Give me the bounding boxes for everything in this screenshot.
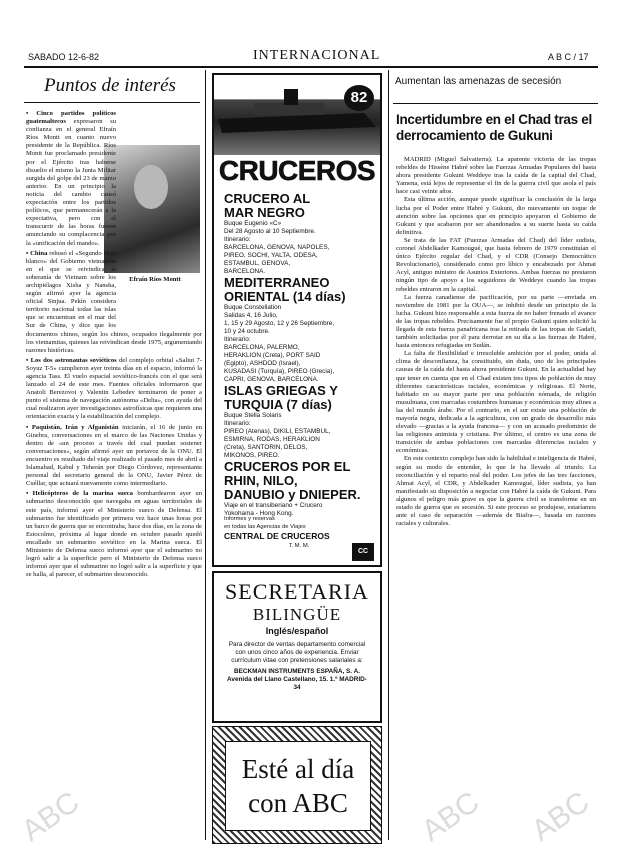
cruise-line: MIKONOS, PIREO. — [224, 452, 280, 459]
column-rule-left — [205, 70, 206, 840]
footer-line: en todas las Agencias de Viajes — [224, 524, 306, 530]
cruise-line: Buque Stella Solaris — [224, 412, 282, 419]
cruise-heading: ORIENTAL (14 días) — [224, 289, 346, 304]
article-body — [396, 156, 596, 840]
cruise-line: BARCELONA. — [224, 268, 266, 275]
cruise-line: BARCELONA, GENOVA, NAPOLES, — [224, 244, 330, 251]
cruise-line: HERAKLION (Creta), PORT SAID — [224, 352, 321, 359]
article-paragraph: La fuerza canadiense de pacificación, por su parte —enviada en noviembre de 1981 por la OUA—, se inhibió desde un principio de la lucha. Gukuni hizo responsable a esta fuerza de no haber frenado el avance de las tropas rebeldes. Precisamente fue el propio Gukuni quien solicitó la llegada de esta fuerza panafricana tras la retirada de las tropas de Gadafi, también solicitadas por él para derrotar en su día a las fuerzas de Habré, hasta entonces refugiadas en Sudán. — [396, 293, 596, 350]
footer-line: T. M. M. — [288, 543, 310, 549]
secretaria-body: Para director de ventas departamento comercial con unos cinco años de experiencia. Enviar currículum vitae con pretensiones salariales a: — [228, 641, 366, 664]
item-paragraph — [26, 357, 202, 422]
photo-caption: Efraín Ríos Montt — [129, 276, 181, 283]
cruise-line: Itinerario: — [224, 236, 251, 243]
header-date: SABADO 12-6-82 — [28, 52, 100, 62]
section-title: INTERNACIONAL — [253, 48, 381, 63]
abc-ad-line1: Esté al día — [241, 754, 355, 784]
cruise-heading: CRUCERO AL — [224, 191, 311, 206]
photo-float-space — [120, 144, 202, 322]
kicker-rule — [393, 103, 598, 104]
item-lead: • Cinco partidos políticos guatemaltecos — [26, 110, 116, 126]
cruise-line: ESMIRNA, RODAS, HERAKLION — [224, 436, 320, 443]
cruise-itinerary — [224, 192, 376, 518]
secretaria-ad — [212, 571, 382, 723]
cruise-heading: MAR NEGRO — [224, 205, 305, 220]
article-paragraph — [396, 156, 596, 196]
footer-brand: CENTRAL DE CRUCEROS — [224, 531, 330, 541]
cruise-line: PIREO (Atenas), DIKILI, ESTAMBUL, — [224, 428, 331, 435]
cruise-line: 10 y 24 octubre. — [224, 328, 270, 335]
item-paragraph — [26, 490, 202, 579]
item-text: bombardearon ayer un submarino desconocido que navegaba en aguas territoriales de este país, informó ayer el Ministerio sueco de Defensa. El submarino fue identificado por primera vez hace unas horas por un barco de guerra que se encontraba, hace dos días, en la zona de Estocolmo, próxima al lugar donde en octubre pasado quedó encallado un submarino soviético en la Marina sueca. El Ministerio de Defensa sueco informó ayer que el submarino no logró salir a la superficie pero el Ministerio de Defensa sueco informó ayer que el submarino no logró salir a la superficie y que se halla, al parecer, el submarino desconocido. — [26, 490, 202, 579]
watermark-stamp: ABC — [15, 785, 86, 848]
item-text: expresaron su confianza en el general Efraín Ríos Montt en cuanto nuevo presidente de la República. Ríos Montt fue proclamado presidente por el Ejército tras haberse disuelto el mismo la Junta Militar surgida del golpe del 23 de marzo anterior. En un principio la noticia del cambio causó expectación entre los partidos políticos, que permanecerán a la expectativa, pero con el transcurrir de las horas fueron anunciando su complacencia por la «unificación del mando». — [26, 118, 116, 247]
cruise-line: PIREO, SOCHI, YALTA, ODESA, — [224, 252, 318, 259]
article-headline: Incertidumbre en el Chad tras el derrocamiento de Gukuni — [396, 112, 592, 143]
item-paragraph — [26, 424, 202, 489]
item-text: iniciarán, el 16 de junio en Ginebra, conversaciones en el marco de las Naciones Unidas y dentro de «un proceso a través del cual puedan sostener conversaciones», según afirmó ayer un portavoz de la ONU. El encuentro es resultado del viaje realizado el pasado mes de abril a Islamabad, Kabul y Teherán por Diego Córdovez, representante personal del secretario general de la ONU, Javier Pérez de Cuéllar, que actuará nuevamente como intermediario. — [26, 423, 202, 488]
cruise-line: Viaje en el transiberiano + Crucero — [224, 502, 323, 509]
secretaria-lang: Inglés/español — [265, 626, 329, 636]
item-lead: • China — [26, 249, 48, 257]
cruise-line: ESTAMBUL, GENOVA, — [224, 260, 291, 267]
cruise-ad — [212, 73, 382, 567]
abc-ad — [212, 726, 382, 844]
article-dateline: MADRID (Miguel Salvatierra). — [404, 156, 493, 163]
cruise-line: CAPRI, GENOVA, BARCELONA. — [224, 376, 319, 383]
cruise-heading: RHIN, NILO, — [224, 473, 298, 488]
cruise-line: 1, 15 y 29 Agosto, 12 y 26 Septiembre, — [224, 320, 335, 327]
abc-ad-line2: con ABC — [248, 788, 348, 818]
cruise-line: Yokohama - Hong Kong. — [224, 510, 294, 517]
item-text: rehusó el «Segundo libro blanco» del Gobierno vietnamita en el que se reivindica la soberanía de Vietnam sobre los archipiélagos Xisha y Nansha, según afirmó ayer la agencia oficial Sinjua. Pekín considera territorio nacional todas las islas que se encuentran en el mar del Sur de China, y dice que los documentos chinos, según los chinos, ocupados ilegalmente por los vietnamitas, quienes las reivindican desde 1975, argumentando razones históricas. — [26, 249, 202, 354]
year-badge: 82 — [344, 85, 374, 111]
ship-illustration — [214, 75, 380, 155]
article-paragraph: En este contexto complejo han sido la habilidad e inteligencia de Habré, según su modo de entender, lo que le ha llevado al triunfo. La reconciliación y el reparto real del poder. Los jefes de las tres facciones, Ahmat Acyl, el CDR, y Abdelkader Kamougué, líder sudista, ya han manifestado su disposición a negociar con Habré la caída de Gukuni. Para algunos el peligro más grave es que la guerra civil se transforme en un estado de guerra que es secesión. Si este proceso se produjese, estaríamos ante el caso de separación —además de Biafra—, basada en razones raciales y culturales. — [396, 455, 596, 528]
footer-line: Informes y reservas — [224, 516, 275, 522]
cruise-heading: DANUBIO y DNIEPER. — [224, 487, 361, 502]
cruceros-title: CRUCEROS — [218, 155, 376, 186]
cruise-line: KUSADASI (Turquía), PIREO (Grecia), — [224, 368, 335, 375]
cruise-heading: CRUCEROS POR EL — [224, 459, 351, 474]
cruise-heading: MEDITERRANEO — [224, 275, 330, 290]
article-paragraph: La falta de flexibilidad e irresoluble ambición por el poder, unida al clima de desconfianza, ha constituido, sin duda, uno de los principales causas de la caída del hasta ahora presidente Gukuni. En la actualidad hay que tener en cuenta que en el Chad existen tres tipos de población de muy diferentes características raciales, económicas y religiosas. El Norte, habitado en su mayor parte por una población nómada, de religión musulmana, con marcadas costumbres humanas y económicas muy afines a las del mundo árabe. Por el contrario, en el sur existe una población de mayoría negra, dedicada a la agricultura, con un grado de desarrollo más elevado —gracias a la ayuda francesa— y con un acusado predominio de las religiones animista y cristiana. Por último, el centro es una zona de transición de ambas poblaciones con marcadas diferencias raciales y económicas. — [396, 350, 596, 455]
secretaria-subtitle: BILINGÜE — [252, 605, 342, 624]
watermark-stamp: ABC — [525, 785, 596, 848]
article-text: La aparente victoria de las tropas rebeldes de Hissène Habré sobre las Fuerzas Armadas Populares del hasta ahora presidente Gukuni Weddeye tras la caída de la capital del Chad, Yamena, está lejos de representar el fin de la guerra civil que asola el país hace casi veinte años. — [396, 156, 596, 196]
puntos-title: Puntos de interés — [44, 75, 176, 96]
watermark-stamp: ABC — [415, 785, 486, 848]
cruise-line: BARCELONA, PALERMO, — [224, 344, 300, 351]
page-number: A B C / 17 — [548, 52, 589, 62]
secretaria-title: SECRETARIA — [225, 579, 369, 604]
cruise-line: Buque Eugenio «C» — [224, 220, 282, 227]
cruise-line: (Egipto), ASHDOD (Israel), — [224, 360, 301, 367]
cruise-line: Itinerario: — [224, 420, 251, 427]
central-logo-icon: CC — [352, 543, 374, 561]
secretaria-address: Avenida del Llano Castellano, 15. 1.º MADRID-34 — [227, 676, 367, 691]
puntos-rule — [24, 102, 200, 103]
abc-ad-inner — [225, 741, 371, 831]
cruise-heading: TURQUIA (7 días) — [224, 397, 332, 412]
article-paragraph: Se trata de las FAT (Fuerzas Armadas del Chad) del líder sudista, coronel Abdelkader Kamougué, que hasta febrero de 1979 constituían el único Ejército regular del Chad, y el CDR (Consejo Democrático Revolucionario), considerado como pro líbico y encabezado por Ahmat Acyl, antiguo ministro de Asuntos Exteriores. Ambas fuerzas no prestaron ningún tipo de apoyo a los seguidores de Weddeye cuando las tropas rebeldes entraron en la capital. — [396, 236, 596, 293]
secretaria-company: BECKMAN INSTRUMENTS ESPAÑA, S. A. — [233, 668, 361, 675]
column-rule-right — [388, 70, 389, 840]
item-lead: • Paquistán, Irán y Afganistán — [26, 423, 119, 431]
puntos-column — [26, 110, 202, 840]
item-text: del complejo orbital «Saliut 7-Soyuz T-5» cumplieron ayer treinta días en el espacio, informó la agencia Tass. El vuelo espacial soviético-francés con el que será lanzado el 24 de este mes. Fuentes oficiales informaron que Anatoli Berezovoi y Valentin Lebedev terminaron de poner a punto el sistema de navegación autónoma «Delta», con ayuda del cual realizaron ayer investigaciones astrofísicas que requieren una orientación exacta y la estabilización del complejo. — [26, 356, 202, 421]
cruise-line: (Creta), SANTORIN, DELOS, — [224, 444, 308, 451]
cruise-line: Itinerario: — [224, 336, 251, 343]
header-rule — [24, 66, 598, 68]
cruise-line: Buque Constellation — [224, 304, 282, 311]
item-lead: • Helicópteros de la marina sueca — [26, 490, 133, 498]
article-kicker: Aumentan las amenazas de secesión — [395, 76, 562, 87]
article-paragraph: Esta última acción, aunque puede significar la conclusión de la larga lucha por el Poder entre Habré y Gukuni, dio nuevamente un toque de atención sobre las opciones que en principio apoyaron el Gobierno de Gukuni y que acabaron por ser abandonados a su suerte hasta su caída definitiva. — [396, 196, 596, 236]
cruise-line: Salidas 4, 16 Julio, — [224, 312, 278, 319]
cruise-heading: ISLAS GRIEGAS Y — [224, 383, 338, 398]
cruise-line: Del 28 Agosto al 10 Septiembre. — [224, 228, 316, 235]
item-lead: • Los dos astronautas soviéticos — [26, 356, 117, 364]
